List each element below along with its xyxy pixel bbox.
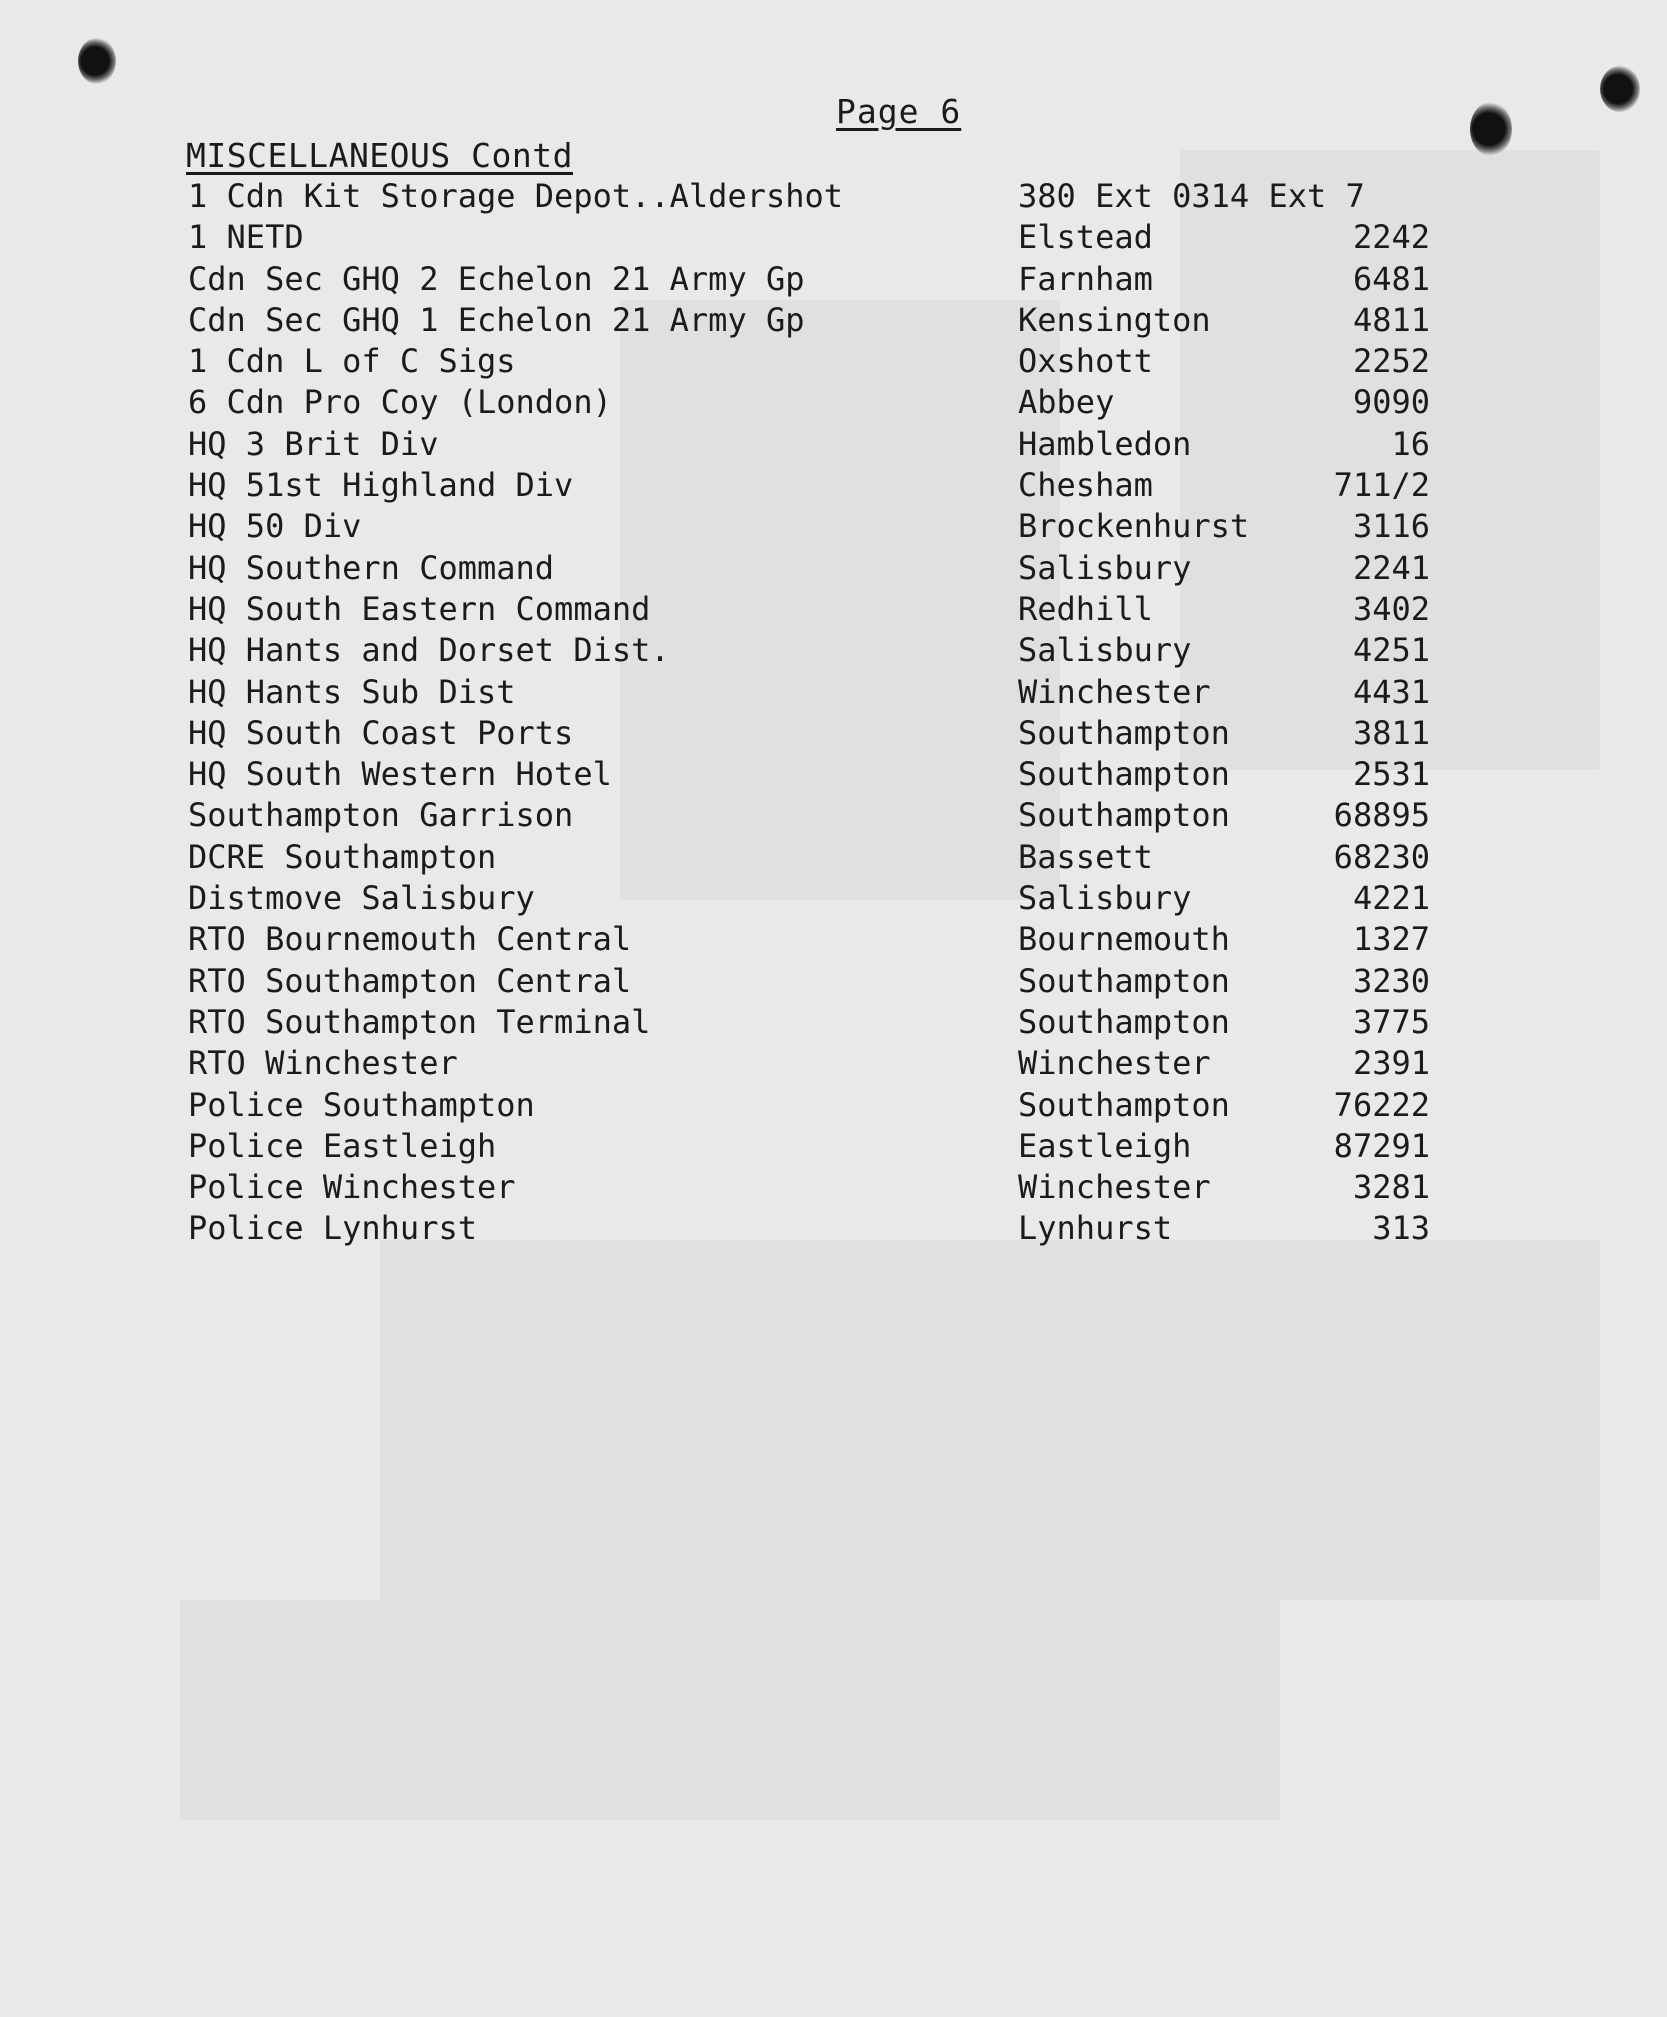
telephone-exchange: Farnham [1018, 259, 1153, 298]
directory-row [0, 300, 1667, 341]
telephone-number: 313 [1372, 1209, 1430, 1248]
telephone-number: 3402 [1352, 589, 1430, 628]
telephone-exchange: Salisbury [1018, 548, 1192, 587]
punch-hole-corner [1600, 66, 1640, 112]
bleed-through-block-lower [380, 1240, 1600, 1600]
bleed-through-block-bottom [180, 1600, 1280, 1820]
telephone-number: 711/2 [1333, 466, 1430, 505]
unit-name: HQ South Eastern Command [188, 589, 651, 628]
unit-name: HQ 50 Div [188, 507, 362, 546]
telephone-exchange: Winchester [1018, 1168, 1211, 1207]
telephone-number: 2531 [1352, 755, 1430, 794]
section-heading: MISCELLANEOUS Contd [186, 136, 573, 175]
directory-row [0, 795, 1667, 836]
directory-row [0, 1167, 1667, 1208]
directory-row [0, 548, 1667, 589]
unit-name: HQ South Western Hotel [188, 755, 612, 794]
telephone-number: 4431 [1352, 672, 1430, 711]
directory-row [0, 589, 1667, 630]
directory-row [0, 1043, 1667, 1084]
telephone-number: 68230 [1333, 837, 1430, 876]
telephone-number: 4221 [1352, 879, 1430, 918]
telephone-exchange: Southampton [1018, 713, 1230, 752]
unit-name: HQ Hants Sub Dist [188, 672, 516, 711]
unit-name: HQ Hants and Dorset Dist. [188, 631, 670, 670]
unit-name: HQ 51st Highland Div [188, 466, 574, 505]
unit-name: 1 NETD [188, 218, 304, 257]
unit-name: Police Southampton [188, 1085, 535, 1124]
unit-name: RTO Bournemouth Central [188, 920, 632, 959]
unit-name: RTO Southampton Central [188, 961, 632, 1000]
directory-row [0, 754, 1667, 795]
telephone-number: 87291 [1333, 1126, 1430, 1165]
telephone-exchange: Oxshott [1018, 342, 1153, 381]
directory-row [0, 837, 1667, 878]
telephone-exchange: Southampton [1018, 755, 1230, 794]
telephone-exchange: Redhill [1018, 589, 1153, 628]
directory-row [0, 506, 1667, 547]
telephone-number: 3775 [1352, 1002, 1430, 1041]
unit-name: 1 Cdn Kit Storage Depot..Aldershot [188, 177, 844, 215]
telephone-exchange: Southampton [1018, 1002, 1230, 1041]
unit-name: Cdn Sec GHQ 1 Echelon 21 Army Gp [188, 300, 805, 339]
unit-name: Police Lynhurst [188, 1209, 477, 1248]
telephone-number: 3230 [1352, 961, 1430, 1000]
telephone-number: 3811 [1352, 713, 1430, 752]
telephone-number: 9090 [1352, 383, 1430, 422]
telephone-number: 2241 [1352, 548, 1430, 587]
unit-name: HQ South Coast Ports [188, 713, 574, 752]
telephone-exchange: Bournemouth [1018, 920, 1230, 959]
telephone-number: 68895 [1333, 796, 1430, 835]
unit-name: RTO Winchester [188, 1044, 458, 1083]
telephone-number: 1327 [1352, 920, 1430, 959]
telephone-exchange: Chesham [1018, 466, 1153, 505]
telephone-exchange: Abbey [1018, 383, 1115, 422]
punch-hole-top-left [78, 38, 116, 84]
telephone-number: 3116 [1352, 507, 1430, 546]
telephone-directory-list [0, 176, 1667, 1250]
punch-hole-top-right [1470, 102, 1512, 156]
telephone-number: 16 [1391, 424, 1430, 463]
unit-name: Police Eastleigh [188, 1126, 497, 1165]
unit-name: RTO Southampton Terminal [188, 1002, 651, 1041]
telephone-number: 6481 [1352, 259, 1430, 298]
unit-name: Police Winchester [188, 1168, 516, 1207]
unit-name: 6 Cdn Pro Coy (London) [188, 383, 612, 422]
directory-row [0, 1126, 1667, 1167]
telephone-exchange: Eastleigh [1018, 1126, 1192, 1165]
telephone-exchange: Brockenhurst [1018, 507, 1250, 546]
telephone-exchange: Lynhurst [1018, 1209, 1173, 1248]
telephone-exchange: Winchester [1018, 1044, 1211, 1083]
page-number: Page 6 [836, 92, 962, 131]
unit-name: DCRE Southampton [188, 837, 497, 876]
telephone-exchange: 380 Ext 0314 Ext 7 [1018, 177, 1365, 215]
directory-row [0, 713, 1667, 754]
directory-row [0, 176, 1667, 217]
directory-row [0, 630, 1667, 671]
unit-name: HQ 3 Brit Div [188, 424, 439, 463]
telephone-exchange: Winchester [1018, 672, 1211, 711]
directory-row [0, 1208, 1667, 1249]
directory-row [0, 1085, 1667, 1126]
telephone-number: 3281 [1352, 1168, 1430, 1207]
telephone-exchange: Elstead [1018, 218, 1153, 257]
directory-row [0, 465, 1667, 506]
unit-name: Southampton Garrison [188, 796, 574, 835]
telephone-number: 2252 [1352, 342, 1430, 381]
directory-row [0, 382, 1667, 423]
telephone-number: 4251 [1352, 631, 1430, 670]
telephone-exchange: Salisbury [1018, 631, 1192, 670]
directory-row [0, 424, 1667, 465]
directory-row [0, 878, 1667, 919]
telephone-exchange: Kensington [1018, 300, 1211, 339]
telephone-exchange: Southampton [1018, 961, 1230, 1000]
directory-row [0, 341, 1667, 382]
telephone-number: 2242 [1352, 218, 1430, 257]
telephone-number: 76222 [1333, 1085, 1430, 1124]
unit-name: HQ Southern Command [188, 548, 555, 587]
unit-name: 1 Cdn L of C Sigs [188, 342, 516, 381]
directory-row [0, 1002, 1667, 1043]
telephone-exchange: Southampton [1018, 1085, 1230, 1124]
telephone-exchange: Salisbury [1018, 879, 1192, 918]
unit-name: Distmove Salisbury [188, 879, 535, 918]
directory-row [0, 259, 1667, 300]
directory-row [0, 961, 1667, 1002]
telephone-exchange: Bassett [1018, 837, 1153, 876]
directory-row [0, 919, 1667, 960]
directory-row [0, 672, 1667, 713]
telephone-exchange: Southampton [1018, 796, 1230, 835]
telephone-number: 2391 [1352, 1044, 1430, 1083]
telephone-exchange: Hambledon [1018, 424, 1192, 463]
directory-row [0, 217, 1667, 258]
unit-name: Cdn Sec GHQ 2 Echelon 21 Army Gp [188, 259, 805, 298]
telephone-number: 4811 [1352, 300, 1430, 339]
